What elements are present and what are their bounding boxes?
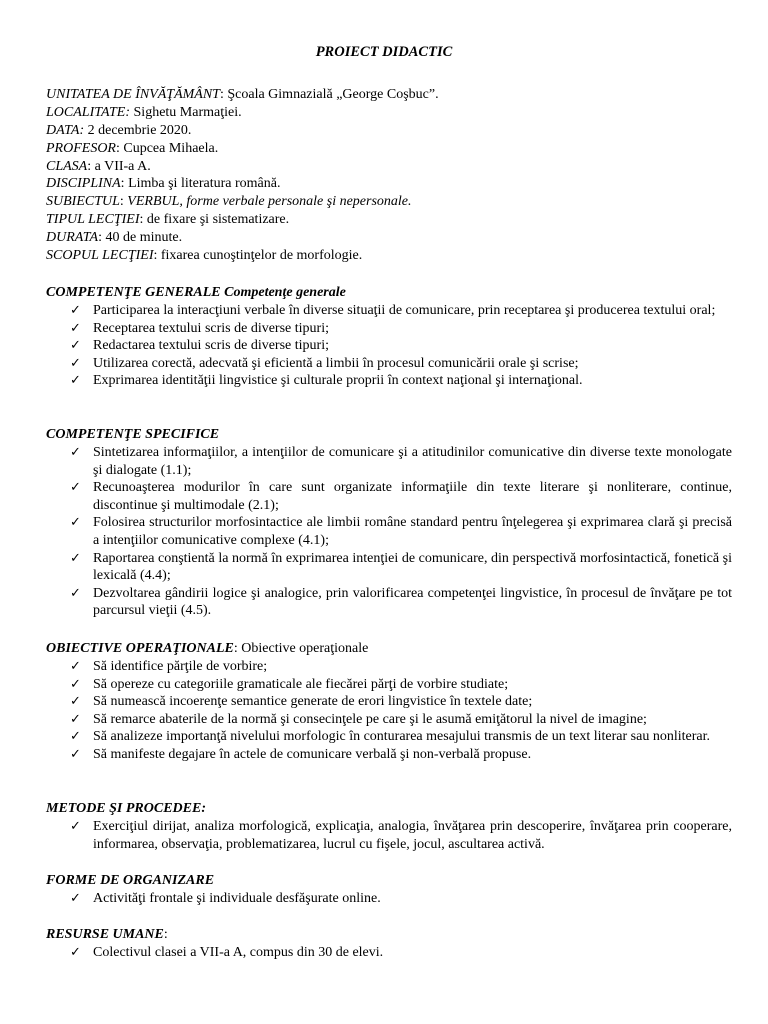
section-obiective-operationale bbox=[46, 640, 732, 764]
checkmark-icon: ✓ bbox=[70, 729, 81, 745]
info-tipul-lectiei: TIPUL LECŢIEI: de fixare şi sistematizare. bbox=[46, 212, 290, 228]
section-heading: RESURSE UMANE: bbox=[46, 927, 168, 942]
info-disciplina: DISCIPLINA: Limba şi literatura română. bbox=[46, 176, 281, 192]
section-competente-specifice bbox=[46, 426, 732, 620]
checkmark-icon: ✓ bbox=[70, 746, 81, 762]
list-item: ✓ Participarea la interacţiuni verbale în diverse situaţii de comunicare, prin receptarea şi producerea textului oral; bbox=[70, 303, 716, 318]
section-metode-procedee bbox=[46, 800, 732, 853]
list-item: ✓ Dezvoltarea gândirii logice şi analogice, prin valorificarea competenţei lingvistice, în procesul de învăţare pe tot parcursul vieţii (4.5). bbox=[70, 585, 732, 619]
list-item: ✓ Utilizarea corectă, adecvată şi eficientă a limbii în procesul comunicării orale şi scrise; bbox=[70, 355, 579, 371]
section-resurse-umane bbox=[46, 926, 732, 962]
checkmark-icon: ✓ bbox=[70, 694, 81, 710]
checkmark-icon: ✓ bbox=[70, 659, 81, 674]
checkmark-icon: ✓ bbox=[70, 320, 81, 336]
section-heading: FORME DE ORGANIZARE bbox=[46, 873, 215, 888]
checkmark-icon: ✓ bbox=[70, 676, 81, 692]
checkmark-icon: ✓ bbox=[70, 338, 81, 354]
list-item: ✓ Redactarea textului scris de diverse tipuri; bbox=[70, 338, 329, 354]
list-item: ✓ Să opereze cu categoriile gramaticale ale fiecărei părţi de vorbire studiate; bbox=[70, 676, 509, 692]
checkmark-icon: ✓ bbox=[70, 585, 81, 601]
list-item: ✓ Recunoaşterea modurilor în care sunt organizate informaţiile din texte literare şi nonliterare, continue, discontinue şi multimodale (2.1); bbox=[70, 480, 732, 513]
list-item: ✓ Raportarea conştientă la normă în exprimarea intenţiei de comunicare, din perspectivă morfosintactică, fonetică şi lexicală (4.4); bbox=[70, 550, 732, 584]
list-item: ✓ Exprimarea identităţii lingvistice şi culturale proprii în context naţional şi internaţional. bbox=[70, 373, 583, 389]
checkmark-icon: ✓ bbox=[70, 515, 81, 531]
list-item: ✓ Receptarea textului scris de diverse tipuri; bbox=[70, 320, 329, 336]
list-item: ✓ Exerciţiul dirijat, analiza morfologică, explicaţia, analogia, învăţarea prin descoperire, învăţarea prin cooperare, informarea, observaţia, problematizarea, lucrul cu fişele, jocul, ascultarea activă. bbox=[70, 819, 732, 852]
list-item: ✓ Să manifeste degajare în actele de comunicare verbală şi non-verbală propuse. bbox=[70, 746, 532, 762]
checkmark-icon: ✓ bbox=[70, 355, 81, 371]
section-competente-generale bbox=[46, 284, 732, 390]
document-title: PROIECT DIDACTIC bbox=[315, 44, 453, 60]
list-item: ✓ Să identifice părţile de vorbire; bbox=[70, 659, 268, 674]
list-item: ✓ Sintetizarea informaţiilor, a intenţiilor de comunicare şi a atitudinilor comunicative din diverse texte monologate şi dialogate (1.1); bbox=[70, 445, 732, 478]
list-item: ✓ Folosirea structurilor morfosintactice ale limbii române standard pentru înţelegerea şi exprimarea clară şi precisă a intenţiilor comunicative complexe (4.1); bbox=[70, 515, 732, 548]
list-item: ✓ Colectivul clasei a VII-a A, compus din 30 de elevi. bbox=[70, 945, 384, 960]
checkmark-icon: ✓ bbox=[70, 550, 81, 566]
info-profesor: PROFESOR: Cupcea Mihaela. bbox=[46, 140, 219, 156]
checkmark-icon: ✓ bbox=[70, 891, 81, 906]
lesson-info bbox=[46, 86, 736, 265]
list-item: ✓ Să analizeze importanţă nivelului morfologic în conturarea mesajului transmis de un text literar sau nonliterar. bbox=[70, 729, 710, 745]
info-scopul-lectiei: SCOPUL LECŢIEI: fixarea cunoştinţelor de morfologie. bbox=[46, 248, 363, 264]
checkmark-icon: ✓ bbox=[70, 303, 81, 318]
info-unitate: UNITATEA DE ÎNVĂŢĂMÂNT: Şcoala Gimnazială „George Coşbuc”. bbox=[46, 87, 439, 102]
list-item: ✓ Activităţi frontale şi individuale desfăşurate online. bbox=[70, 891, 381, 906]
section-heading: COMPETENŢE GENERALE Competenţe generale bbox=[46, 285, 346, 300]
info-localitate: LOCALITATE: Sighetu Marmaţiei. bbox=[46, 104, 242, 120]
list-item: ✓ Să numească incoerenţe semantice generate de erori lingvistice în textele date; bbox=[70, 694, 533, 710]
checkmark-icon: ✓ bbox=[70, 945, 81, 960]
info-durata: DURATA: 40 de minute. bbox=[46, 230, 183, 246]
info-clasa: CLASA: a VII-a A. bbox=[46, 158, 151, 174]
info-data: DATA: 2 decembrie 2020. bbox=[46, 122, 192, 138]
checkmark-icon: ✓ bbox=[70, 711, 81, 727]
list-item: ✓ Să remarce abaterile de la normă şi consecinţele pe care şi le asumă emiţătorul la nivel de imagine; bbox=[70, 711, 647, 727]
checkmark-icon: ✓ bbox=[70, 445, 81, 460]
section-heading: METODE ŞI PROCEDEE: bbox=[46, 801, 207, 816]
checkmark-icon: ✓ bbox=[70, 373, 81, 389]
checkmark-icon: ✓ bbox=[70, 480, 81, 496]
checkmark-icon: ✓ bbox=[70, 819, 81, 834]
section-heading: COMPETENŢE SPECIFICE bbox=[46, 427, 220, 442]
section-heading: OBIECTIVE OPERAŢIONALE: Obiective operaţionale bbox=[46, 641, 369, 656]
section-forme-organizare bbox=[46, 872, 732, 908]
info-subiectul: SUBIECTUL: VERBUL, forme verbale personale şi nepersonale. bbox=[46, 194, 412, 210]
